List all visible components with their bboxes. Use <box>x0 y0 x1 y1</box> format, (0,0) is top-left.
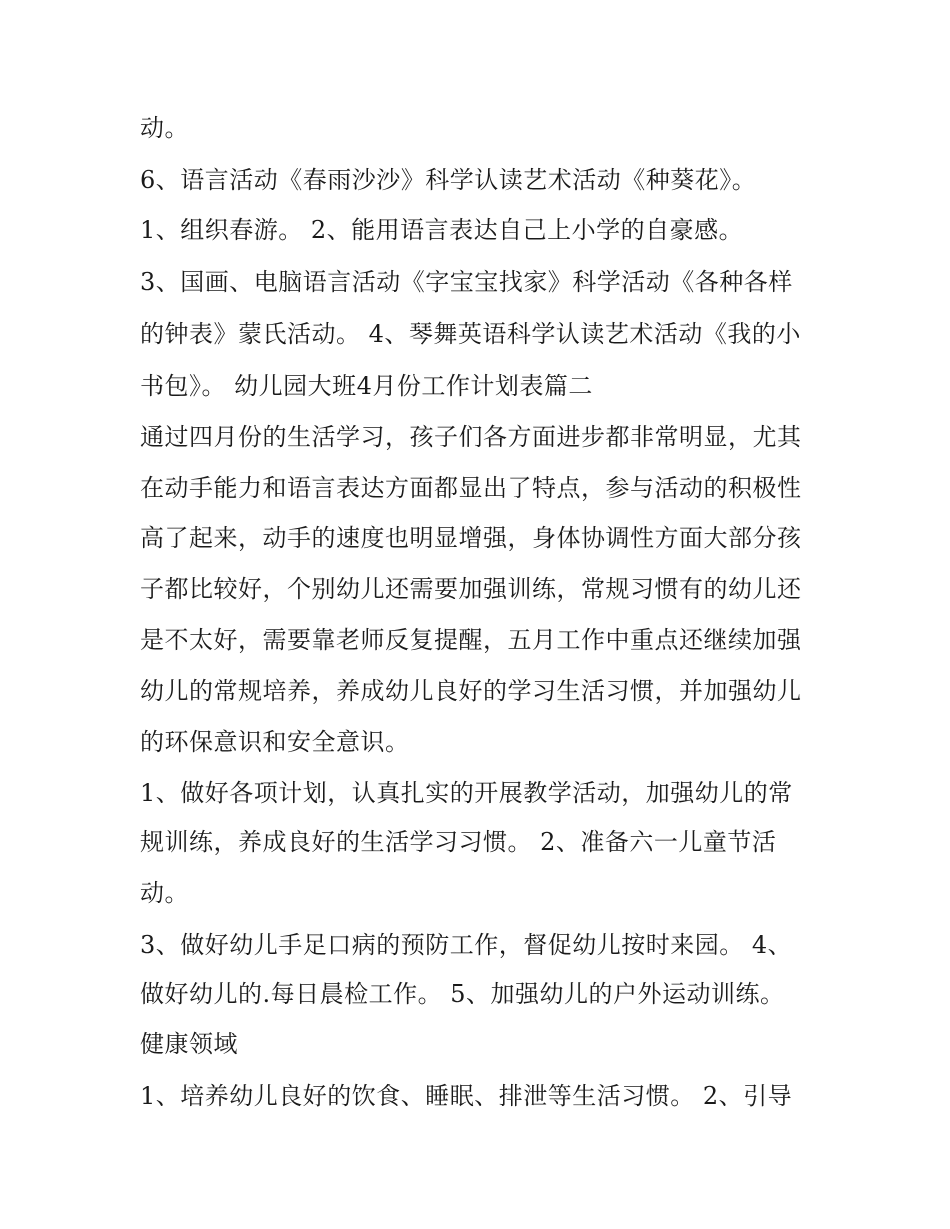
text-line: 的环保意识和安全意识。 <box>140 728 410 756</box>
text-line: 高了起来，动手的速度也明显增强，身体协调性方面大部分孩 <box>140 524 802 552</box>
text-line: 子都比较好，个别幼儿还需要加强训练，常规习惯有的幼儿还 <box>140 575 802 603</box>
text-line: 1、做好各项计划，认真扎实的开展教学活动，加强幼儿的常 <box>140 779 793 807</box>
text-line: 是不太好，需要靠老师反复提醒，五月工作中重点还继续加强 <box>140 626 802 654</box>
text-line: 3、做好幼儿手足口病的预防工作，督促幼儿按时来园。 4、 <box>140 931 793 959</box>
text-line: 动。 <box>140 879 189 907</box>
section-heading-line: 健康领域 <box>140 1030 238 1058</box>
section-heading-line: 书包》。 幼儿园大班4月份工作计划表篇二 <box>140 372 593 400</box>
text-line: 6、语言活动《春雨沙沙》科学认读艺术活动《种葵花》。 <box>140 166 757 194</box>
text-line: 1、培养幼儿良好的饮食、睡眠、排泄等生活习惯。 2、引导 <box>140 1082 793 1110</box>
text-line: 幼儿的常规培养，养成幼儿良好的学习生活习惯，并加强幼儿 <box>140 677 802 705</box>
text-line: 规训练，养成良好的生活学习习惯。 2、准备六一儿童节活 <box>140 828 777 856</box>
text-line: 3、国画、电脑语言活动《字宝宝找家》科学活动《各种各样 <box>140 268 793 296</box>
text-line: 的钟表》蒙氏活动。 4、琴舞英语科学认读艺术活动《我的小 <box>140 320 801 348</box>
text-line: 动。 <box>140 114 189 142</box>
text-line: 在动手能力和语言表达方面都显出了特点，参与活动的积极性 <box>140 474 802 502</box>
text-line: 通过四月份的生活学习，孩子们各方面进步都非常明显，尤其 <box>140 423 802 451</box>
text-line: 1、组织春游。 2、能用语言表达自己上小学的自豪感。 <box>140 216 744 244</box>
text-line: 做好幼儿的.每日晨检工作。 5、加强幼儿的户外运动训练。 <box>140 980 785 1008</box>
